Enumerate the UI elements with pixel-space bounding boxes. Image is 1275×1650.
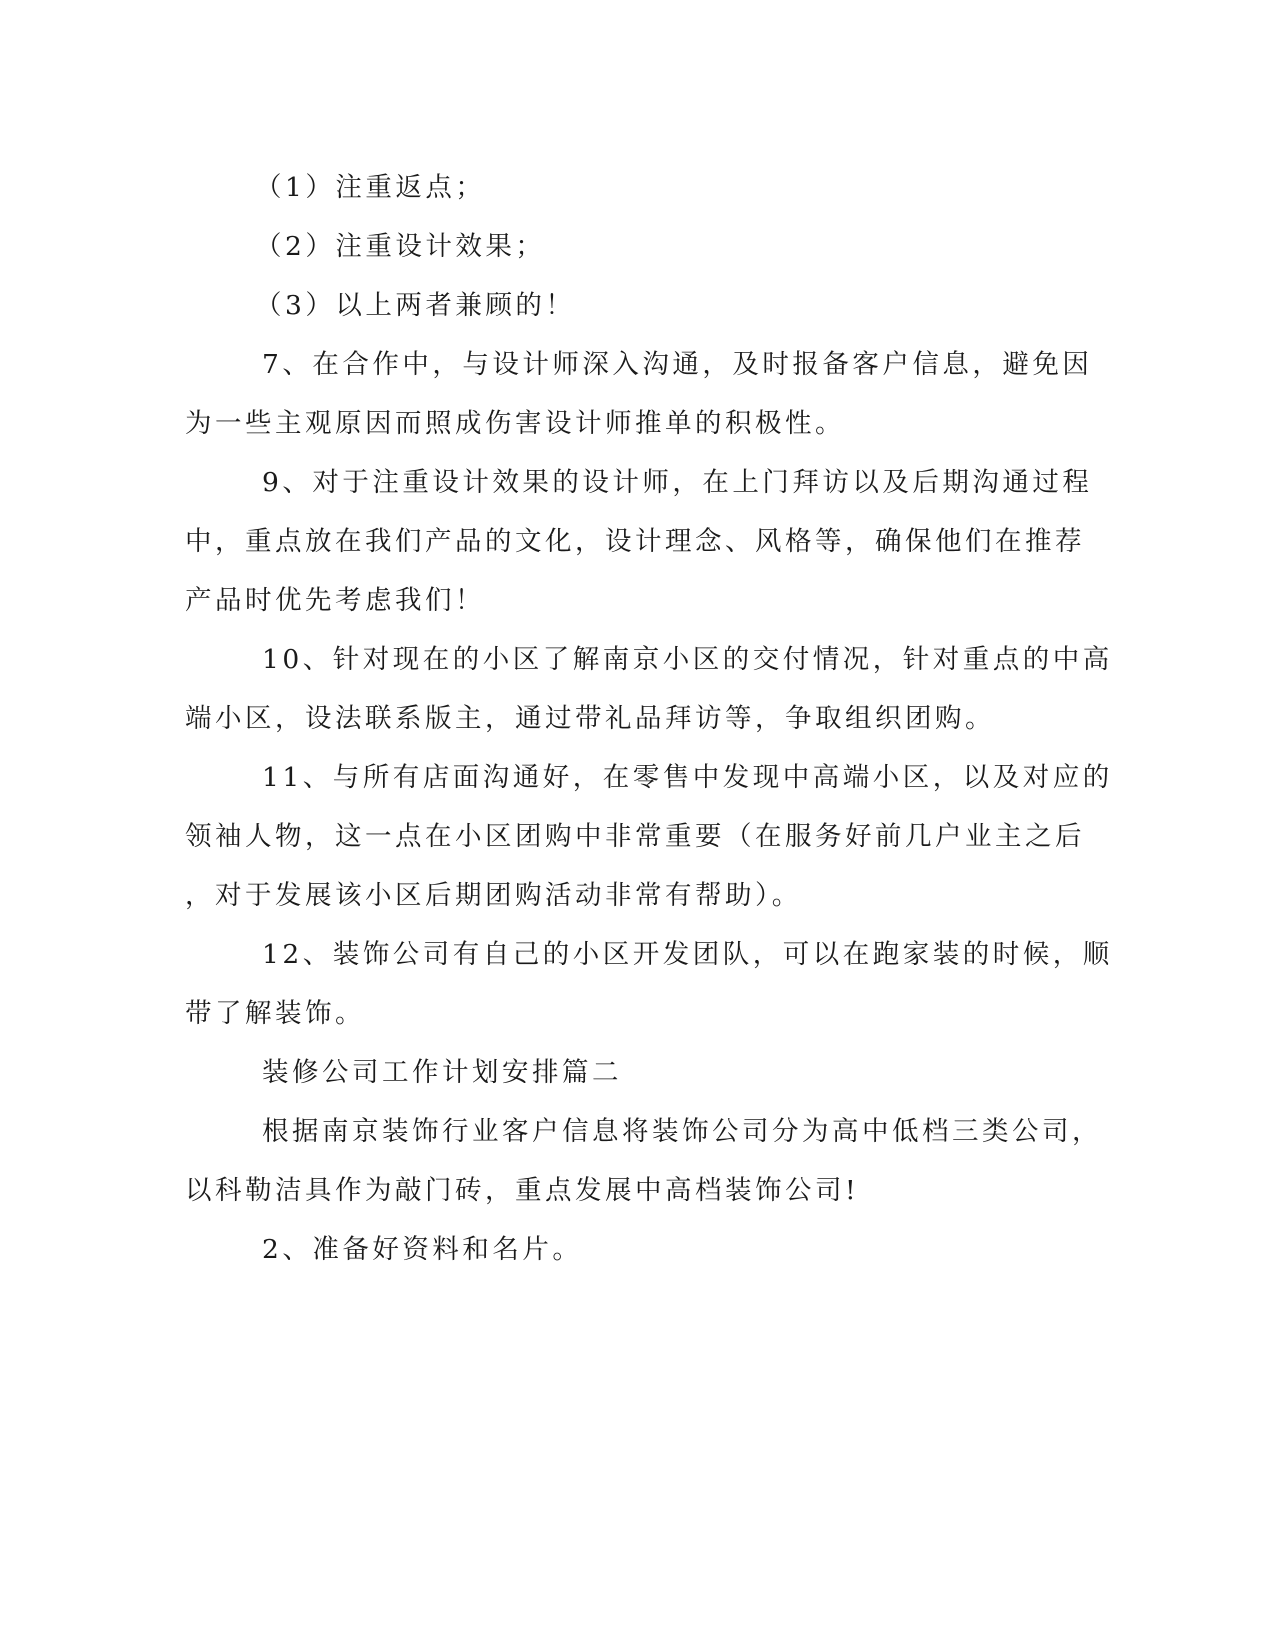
paragraph-10-line-1: 10、针对现在的小区了解南京小区的交付情况，针对重点的中高 [262,644,1113,675]
paragraph-9-line-1: 9、对于注重设计效果的设计师，在上门拜访以及后期沟通过程 [262,467,1093,498]
paragraph-9-line-3: 产品时优先考虑我们！ [185,585,485,616]
document-body [185,158,1113,1279]
paragraph-intro-line-1: 根据南京装饰行业客户信息将装饰公司分为高中低档三类公司， [262,1116,1102,1147]
paragraph-11-line-1: 11、与所有店面沟通好，在零售中发现中高端小区，以及对应的 [262,762,1113,793]
paragraph-intro-line-2: 以科勒洁具作为敲门砖，重点发展中高档装饰公司! [185,1175,860,1206]
paragraph-7-line-1: 7、在合作中，与设计师深入沟通，及时报备客户信息，避免因 [262,349,1093,380]
list-item-2: （2）注重设计效果； [255,231,546,262]
list-item-3: （3）以上两者兼顾的！ [255,290,576,321]
paragraph-12-line-1: 12、装饰公司有自己的小区开发团队，可以在跑家装的时候，顺 [262,939,1113,970]
list-item-1: （1）注重返点； [255,172,486,203]
paragraph-2-line-1: 2、准备好资料和名片。 [262,1234,583,1265]
paragraph-12-line-2: 带了解装饰。 [185,998,365,1029]
section-heading: 装修公司工作计划安排篇二 [262,1057,622,1088]
paragraph-9-line-2: 中，重点放在我们产品的文化，设计理念、风格等，确保他们在推荐 [185,526,1085,557]
paragraph-7-line-2: 为一些主观原因而照成伤害设计师推单的积极性。 [185,408,845,439]
paragraph-11-line-2: 领袖人物，这一点在小区团购中非常重要（在服务好前几户业主之后 [185,821,1085,852]
paragraph-10-line-2: 端小区，设法联系版主，通过带礼品拜访等，争取组织团购。 [185,703,995,734]
paragraph-11-line-3: ，对于发展该小区后期团购活动非常有帮助）。 [185,880,802,911]
